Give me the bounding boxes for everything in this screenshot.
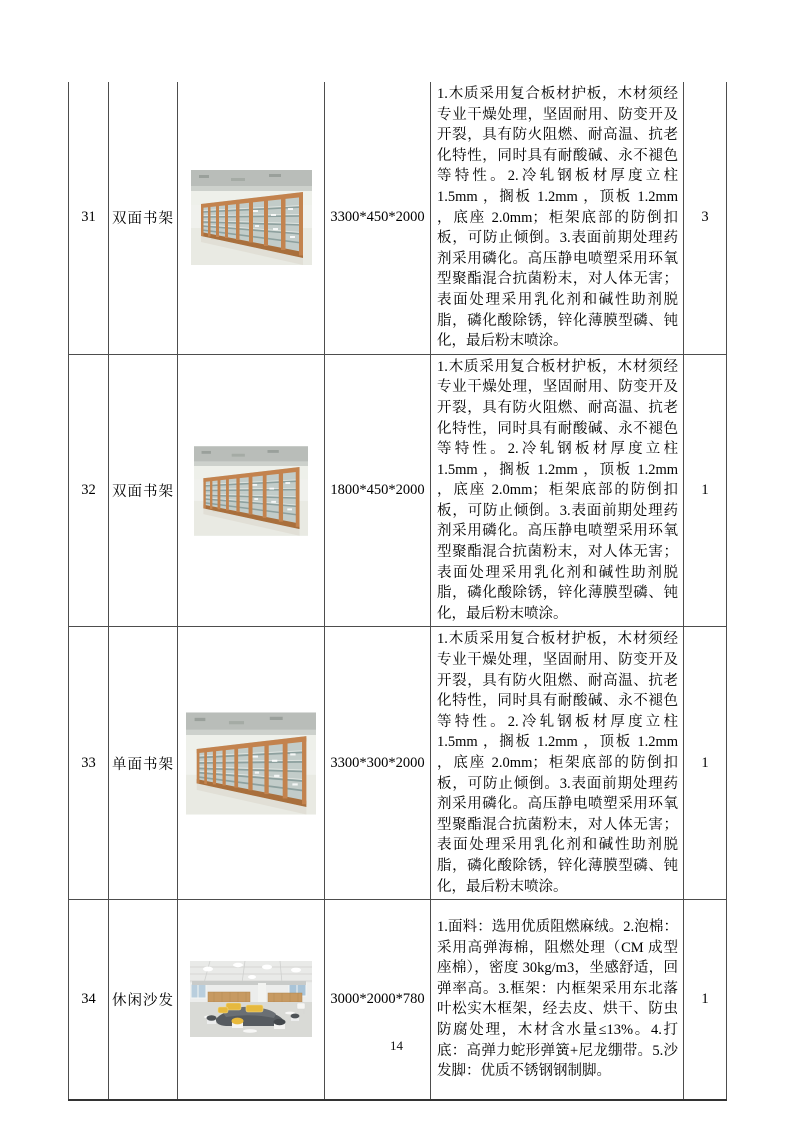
- item-description-cell: 1.木质采用复合板材护板，木材须经专业干燥处理，坚固耐用、防变开及开裂，具有防火阻燃、耐高温、抗老化特性，同时具有耐酸碱、永不褪色等特性。2.冷轧钢板材厚度立柱 1.5mm ，搁板 1.2mm ，顶板 1.2mm ，底座 2.0mm；柜架底部的防倒扣板，可防止倾倒。3.表面前期处理药剂采用磷化。高压静电喷塑采用环氧型聚酯混合抗菌粉末，对人体无害；表面处理采用乳化剂和碱性助剂脱脂，磷化酸除锈，锌化薄膜型磷、钝化，最后粉末喷涂。: [431, 82, 684, 354]
- item-quantity-cell: 1: [684, 627, 727, 900]
- item-description-cell: 1.面料：选用优质阻燃麻绒。2.泡棉：采用高弹海棉，阻燃处理（CM 成型座棉），密度 30kg/m3，坐感舒适，回弹率高。3.框架：内框架采用东北落叶松实木框架，经去皮、烘干、防虫防腐处理，木材含水量≤13%。4.打底：高弹力蛇形弹簧+尼龙绷带。5.沙发脚：优质不锈钢钢制脚。: [431, 900, 684, 1100]
- item-size-cell: 3300*300*2000: [325, 627, 431, 900]
- item-photo-cell: [178, 627, 325, 900]
- bookshelf-photo: [186, 711, 316, 816]
- item-number-cell: 34: [69, 900, 109, 1100]
- bookshelf-photo: [194, 446, 308, 536]
- item-description-cell: 1.木质采用复合板材护板，木材须经专业干燥处理，坚固耐用、防变开及开裂，具有防火阻燃、耐高温、抗老化特性，同时具有耐酸碱、永不褪色等特性。2.冷轧钢板材厚度立柱 1.5mm ，搁板 1.2mm ，顶板 1.2mm ，底座 2.0mm；柜架底部的防倒扣板，可防止倾倒。3.表面前期处理药剂采用磷化。高压静电喷塑采用环氧型聚酯混合抗菌粉末，对人体无害；表面处理采用乳化剂和碱性助剂脱脂，磷化酸除锈，锌化薄膜型磷、钝化，最后粉末喷涂。: [431, 627, 684, 900]
- item-name-cell: 休闲沙发: [109, 900, 178, 1100]
- table-row: [69, 900, 727, 1100]
- item-quantity-cell: 1: [684, 900, 727, 1100]
- item-number-cell: 31: [69, 82, 109, 354]
- bookshelf-photo: [191, 170, 312, 265]
- item-number-cell: 33: [69, 627, 109, 900]
- item-photo-cell: [178, 354, 325, 627]
- table-row: [69, 354, 727, 627]
- item-name-cell: 双面书架: [109, 354, 178, 627]
- item-photo-cell: [178, 82, 325, 354]
- item-name-cell: 双面书架: [109, 82, 178, 354]
- item-size-cell: 3000*2000*780: [325, 900, 431, 1100]
- item-description-cell: 1.木质采用复合板材护板，木材须经专业干燥处理，坚固耐用、防变开及开裂，具有防火阻燃、耐高温、抗老化特性，同时具有耐酸碱、永不褪色等特性。2.冷轧钢板材厚度立柱 1.5mm ，搁板 1.2mm ，顶板 1.2mm ，底座 2.0mm；柜架底部的防倒扣板，可防止倾倒。3.表面前期处理药剂采用磷化。高压静电喷塑采用环氧型聚酯混合抗菌粉末，对人体无害；表面处理采用乳化剂和碱性助剂脱脂，磷化酸除锈，锌化薄膜型磷、钝化，最后粉末喷涂。: [431, 354, 684, 627]
- item-quantity-cell: 1: [684, 354, 727, 627]
- item-size-cell: 1800*450*2000: [325, 354, 431, 627]
- item-quantity-cell: 3: [684, 82, 727, 354]
- table-row: [69, 627, 727, 900]
- item-name-cell: 单面书架: [109, 627, 178, 900]
- item-size-cell: 3300*450*2000: [325, 82, 431, 354]
- item-number-cell: 32: [69, 354, 109, 627]
- item-photo-cell: [178, 900, 325, 1100]
- page-number: 14: [390, 1038, 403, 1053]
- furniture-spec-table: [68, 82, 727, 1101]
- table-row: [69, 82, 727, 354]
- sofa-photo: [190, 961, 312, 1037]
